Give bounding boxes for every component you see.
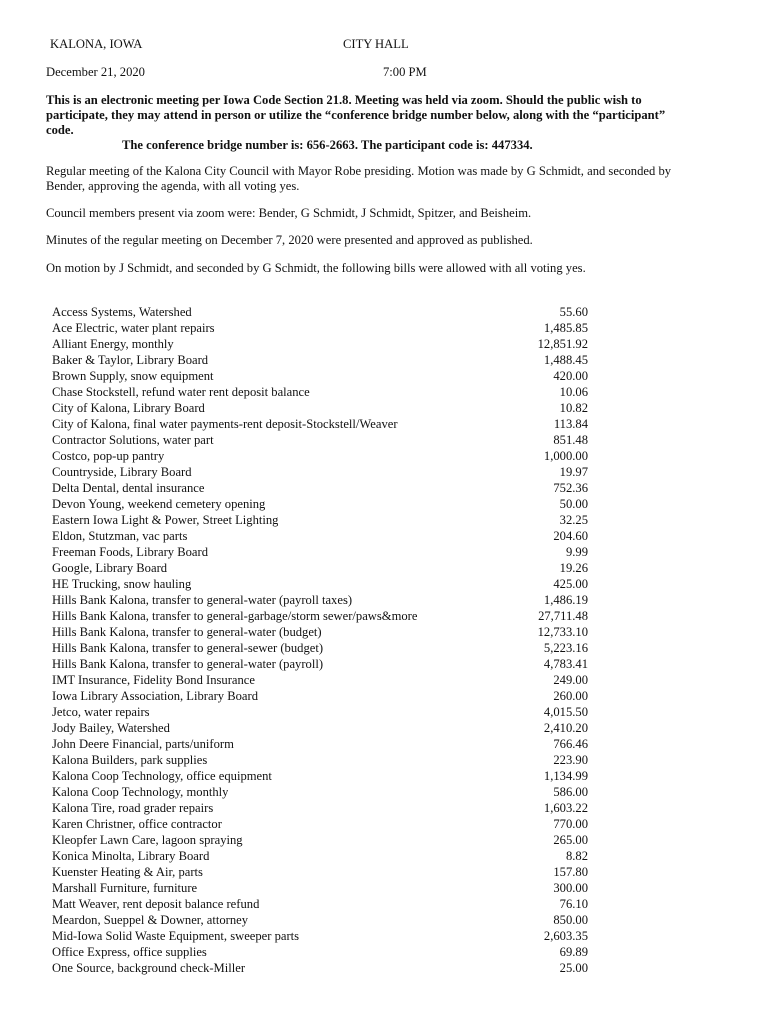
bill-payee: Contractor Solutions, water part (52, 433, 214, 447)
bill-row (52, 480, 588, 496)
bill-amount: 27,711.48 (538, 609, 588, 623)
bill-payee: Iowa Library Association, Library Board (52, 689, 258, 703)
conference-bridge-info: The conference bridge number is: 656-2663. The participant code is: 447334. (122, 138, 533, 152)
bill-row (52, 304, 588, 320)
bill-row (52, 400, 588, 416)
bill-payee: Kalona Tire, road grader repairs (52, 801, 214, 815)
bill-amount: 50.00 (559, 497, 588, 511)
bill-amount: 4,015.50 (543, 705, 588, 719)
bill-row (52, 752, 588, 768)
bill-row (52, 896, 588, 912)
bill-payee: Jody Bailey, Watershed (52, 721, 170, 735)
bill-payee: Hills Bank Kalona, transfer to general-water (budget) (52, 625, 322, 639)
bill-amount: 586.00 (553, 785, 588, 799)
bill-payee: Costco, pop-up pantry (52, 449, 165, 463)
bill-row (52, 512, 588, 528)
bill-amount: 204.60 (553, 529, 588, 543)
bill-row (52, 368, 588, 384)
bill-row (52, 960, 588, 976)
bill-payee: Marshall Furniture, furniture (52, 881, 198, 895)
bill-payee: Jetco, water repairs (52, 705, 150, 719)
bill-amount: 19.26 (559, 561, 588, 575)
header-city: KALONA, IOWA (50, 37, 143, 51)
bill-amount: 249.00 (553, 673, 588, 687)
bill-row (52, 624, 588, 640)
bill-row (52, 448, 588, 464)
bill-payee: IMT Insurance, Fidelity Bond Insurance (52, 673, 255, 687)
bill-row (52, 336, 588, 352)
notice-text: This is an electronic meeting per Iowa Code Section 21.8. Meeting was held via zoom. Should the public wish to participate, they may attend in person or utilize the “conference bridge number below, along with the “participant” code. (46, 93, 666, 137)
bill-payee: City of Kalona, final water payments-rent deposit-Stockstell/Weaver (52, 417, 398, 431)
bill-amount: 1,485.85 (543, 321, 588, 335)
bill-row (52, 432, 588, 448)
bill-payee: Matt Weaver, rent deposit balance refund (52, 897, 260, 911)
bill-amount: 425.00 (553, 577, 588, 591)
bill-amount: 2,603.35 (543, 929, 588, 943)
bill-amount: 9.99 (565, 545, 588, 559)
bill-amount: 113.84 (553, 417, 588, 431)
bill-amount: 1,603.22 (543, 801, 588, 815)
bill-payee: Meardon, Sueppel & Downer, attorney (52, 913, 249, 927)
bill-amount: 1,486.19 (543, 593, 588, 607)
bills-motion-paragraph: On motion by J Schmidt, and seconded by G Schmidt, the following bills were allowed with all voting yes. (46, 261, 586, 275)
bill-row (52, 816, 588, 832)
bill-row (52, 464, 588, 480)
bill-amount: 19.97 (559, 465, 588, 479)
bill-amount: 1,134.99 (543, 769, 588, 783)
bill-payee: City of Kalona, Library Board (52, 401, 205, 415)
bill-payee: Eastern Iowa Light & Power, Street Lighting (52, 513, 279, 527)
bill-row (52, 784, 588, 800)
bill-amount: 32.25 (559, 513, 588, 527)
bill-payee: Hills Bank Kalona, transfer to general-water (payroll) (52, 657, 324, 671)
bill-payee: Kalona Coop Technology, monthly (52, 785, 229, 799)
bill-amount: 1,488.45 (543, 353, 588, 367)
bill-amount: 76.10 (559, 897, 588, 911)
bill-row (52, 944, 588, 960)
bill-row (52, 560, 588, 576)
bill-row (52, 768, 588, 784)
bill-amount: 69.89 (559, 945, 588, 959)
bill-payee: Countryside, Library Board (52, 465, 192, 479)
bill-amount: 2,410.20 (543, 721, 588, 735)
bill-amount: 55.60 (559, 305, 588, 319)
bill-payee: Ace Electric, water plant repairs (52, 321, 215, 335)
bill-payee: Hills Bank Kalona, transfer to general-water (payroll taxes) (52, 593, 353, 607)
bill-amount: 223.90 (553, 753, 588, 767)
bill-row (52, 384, 588, 400)
bill-row (52, 608, 588, 624)
bill-payee: Kalona Builders, park supplies (52, 753, 208, 767)
bill-payee: John Deere Financial, parts/uniform (52, 737, 234, 751)
bill-payee: Kleopfer Lawn Care, lagoon spraying (52, 833, 243, 847)
bill-payee: HE Trucking, snow hauling (52, 577, 192, 591)
bill-amount: 260.00 (553, 689, 588, 703)
bill-amount: 770.00 (553, 817, 588, 831)
bill-payee: Freeman Foods, Library Board (52, 545, 208, 559)
bill-amount: 10.06 (559, 385, 588, 399)
bill-row (52, 864, 588, 880)
bill-amount: 8.82 (565, 849, 588, 863)
bill-amount: 157.80 (553, 865, 588, 879)
bill-row (52, 656, 588, 672)
bill-row (52, 576, 588, 592)
bill-payee: Eldon, Stutzman, vac parts (52, 529, 188, 543)
bill-payee: Delta Dental, dental insurance (52, 481, 205, 495)
bill-row (52, 832, 588, 848)
bill-amount: 4,783.41 (543, 657, 588, 671)
bill-payee: Mid-Iowa Solid Waste Equipment, sweeper parts (52, 929, 300, 943)
bill-row (52, 352, 588, 368)
bill-row (52, 800, 588, 816)
header-location: CITY HALL (343, 37, 409, 51)
bill-amount: 851.48 (553, 433, 588, 447)
electronic-meeting-notice (46, 93, 686, 153)
bill-row (52, 640, 588, 656)
bill-payee: Devon Young, weekend cemetery opening (52, 497, 266, 511)
bill-row (52, 720, 588, 736)
bill-row (52, 736, 588, 752)
bill-amount: 420.00 (553, 369, 588, 383)
bill-row (52, 848, 588, 864)
bill-payee: Hills Bank Kalona, transfer to general-sewer (budget) (52, 641, 324, 655)
bill-payee: Access Systems, Watershed (52, 305, 192, 319)
bill-payee: Alliant Energy, monthly (52, 337, 174, 351)
bill-row (52, 928, 588, 944)
bill-amount: 25.00 (559, 961, 588, 975)
bill-amount: 5,223.16 (543, 641, 588, 655)
regular-meeting-paragraph: Regular meeting of the Kalona City Council with Mayor Robe presiding. Motion was made by G Schmidt, and seconded by Bender, approving the agenda, with all voting yes. (46, 164, 672, 193)
bill-amount: 300.00 (553, 881, 588, 895)
bill-amount: 12,851.92 (537, 337, 588, 351)
bill-payee: Office Express, office supplies (52, 945, 207, 959)
bill-row (52, 528, 588, 544)
meeting-date: December 21, 2020 (46, 65, 145, 79)
bill-row (52, 416, 588, 432)
bill-payee: Karen Christner, office contractor (52, 817, 222, 831)
bill-amount: 766.46 (553, 737, 588, 751)
bill-amount: 265.00 (553, 833, 588, 847)
bill-amount: 850.00 (553, 913, 588, 927)
bill-payee: Chase Stockstell, refund water rent deposit balance (52, 385, 310, 399)
bill-amount: 752.36 (553, 481, 588, 495)
bill-row (52, 688, 588, 704)
bill-row (52, 912, 588, 928)
bill-payee: Kuenster Heating & Air, parts (52, 865, 203, 879)
bills-list (52, 304, 588, 976)
bill-payee: Konica Minolta, Library Board (52, 849, 210, 863)
bill-payee: Hills Bank Kalona, transfer to general-garbage/storm sewer/paws&more (52, 609, 418, 623)
bill-amount: 10.82 (559, 401, 588, 415)
meeting-time: 7:00 PM (383, 65, 427, 79)
bill-row (52, 496, 588, 512)
bill-row (52, 672, 588, 688)
bill-amount: 12,733.10 (537, 625, 588, 639)
bill-payee: Kalona Coop Technology, office equipment (52, 769, 272, 783)
bill-payee: Google, Library Board (52, 561, 168, 575)
bill-row (52, 592, 588, 608)
bill-payee: Brown Supply, snow equipment (52, 369, 214, 383)
bill-amount: 1,000.00 (543, 449, 588, 463)
bill-payee: Baker & Taylor, Library Board (52, 353, 209, 367)
bill-row (52, 704, 588, 720)
members-present-paragraph: Council members present via zoom were: Bender, G Schmidt, J Schmidt, Spitzer, and Beisheim. (46, 206, 532, 220)
bill-row (52, 320, 588, 336)
bill-row (52, 880, 588, 896)
minutes-approval-paragraph: Minutes of the regular meeting on December 7, 2020 were presented and approved as published. (46, 233, 533, 247)
bill-payee: One Source, background check-Miller (52, 961, 246, 975)
bill-row (52, 544, 588, 560)
